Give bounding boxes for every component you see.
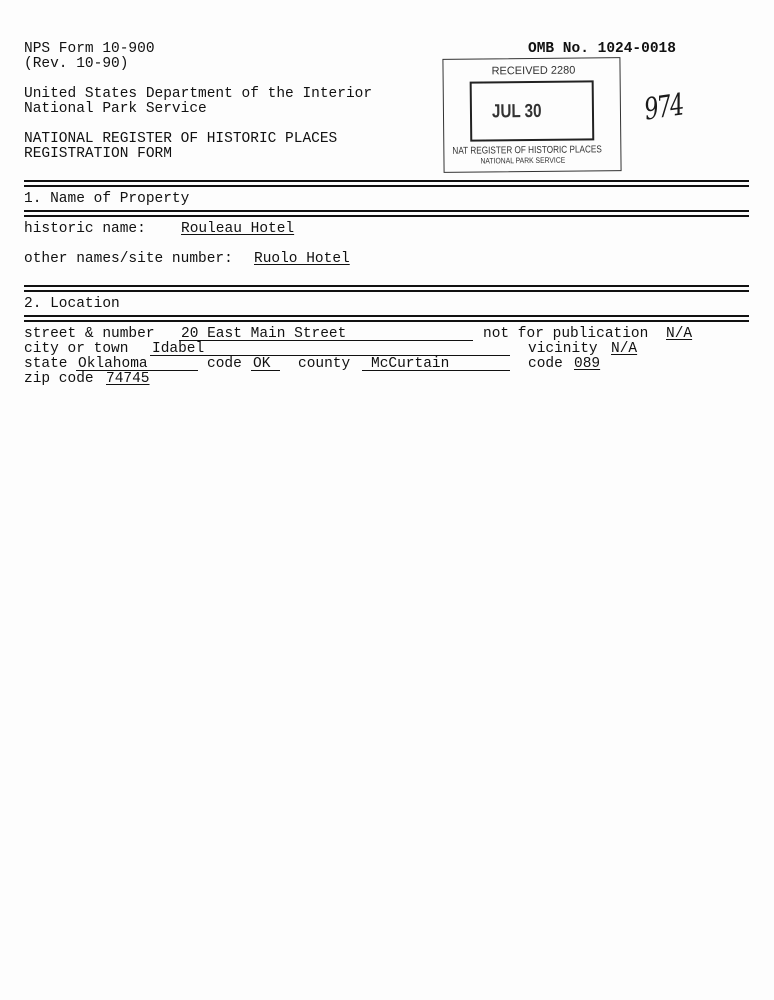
section-divider xyxy=(24,315,749,322)
vicinity-value: N/A xyxy=(611,341,638,357)
omb-number: OMB No. 1024-0018 xyxy=(528,41,676,57)
section-2-heading: 2. Location xyxy=(24,296,120,312)
vicinity-label: vicinity xyxy=(528,341,598,357)
not-for-publication-label: not for publication xyxy=(483,326,649,342)
stamp-date-box xyxy=(470,80,595,141)
handwritten-note: 974 xyxy=(642,87,686,128)
received-stamp xyxy=(442,57,621,173)
stamp-date: JUL 30 xyxy=(491,100,542,123)
section-divider xyxy=(24,285,749,292)
other-names-value: Ruolo Hotel xyxy=(254,251,350,267)
stamp-register-line1: NAT REGISTER OF HISTORIC PLACES xyxy=(452,144,602,157)
state-code-label: code xyxy=(207,356,242,372)
form-number: NPS Form 10-900 xyxy=(24,41,155,57)
street-label: street & number xyxy=(24,326,155,342)
street-underline xyxy=(179,340,473,341)
state-value: Oklahoma xyxy=(78,356,148,372)
not-for-publication-value: N/A xyxy=(666,326,693,342)
department-name: United States Department of the Interior xyxy=(24,86,373,102)
stamp-received-text: RECEIVED 2280 xyxy=(491,64,576,78)
street-value: 20 East Main Street xyxy=(181,326,347,342)
section-divider xyxy=(24,180,749,187)
state-code-underline xyxy=(251,370,280,371)
county-value: McCurtain xyxy=(371,356,450,372)
other-names-label: other names/site number: xyxy=(24,251,233,267)
historic-name-value: Rouleau Hotel xyxy=(181,221,295,237)
stamp-register-line2: NATIONAL PARK SERVICE xyxy=(480,155,566,166)
form-revision: (Rev. 10-90) xyxy=(24,56,129,72)
county-underline xyxy=(362,370,510,371)
state-code-value: OK xyxy=(253,356,271,372)
county-code-value: 089 xyxy=(574,356,601,372)
service-name: National Park Service xyxy=(24,101,207,117)
county-code-label: code xyxy=(528,356,563,372)
city-value: Idabel xyxy=(152,341,205,357)
zip-label: zip code xyxy=(24,371,94,387)
city-label: city or town xyxy=(24,341,129,357)
zip-value: 74745 xyxy=(106,371,150,387)
register-title: NATIONAL REGISTER OF HISTORIC PLACES xyxy=(24,131,338,147)
form-title: REGISTRATION FORM xyxy=(24,146,172,162)
county-label: county xyxy=(298,356,351,372)
section-1-heading: 1. Name of Property xyxy=(24,191,190,207)
section-divider xyxy=(24,210,749,217)
historic-name-label: historic name: xyxy=(24,221,146,237)
state-label: state xyxy=(24,356,68,372)
